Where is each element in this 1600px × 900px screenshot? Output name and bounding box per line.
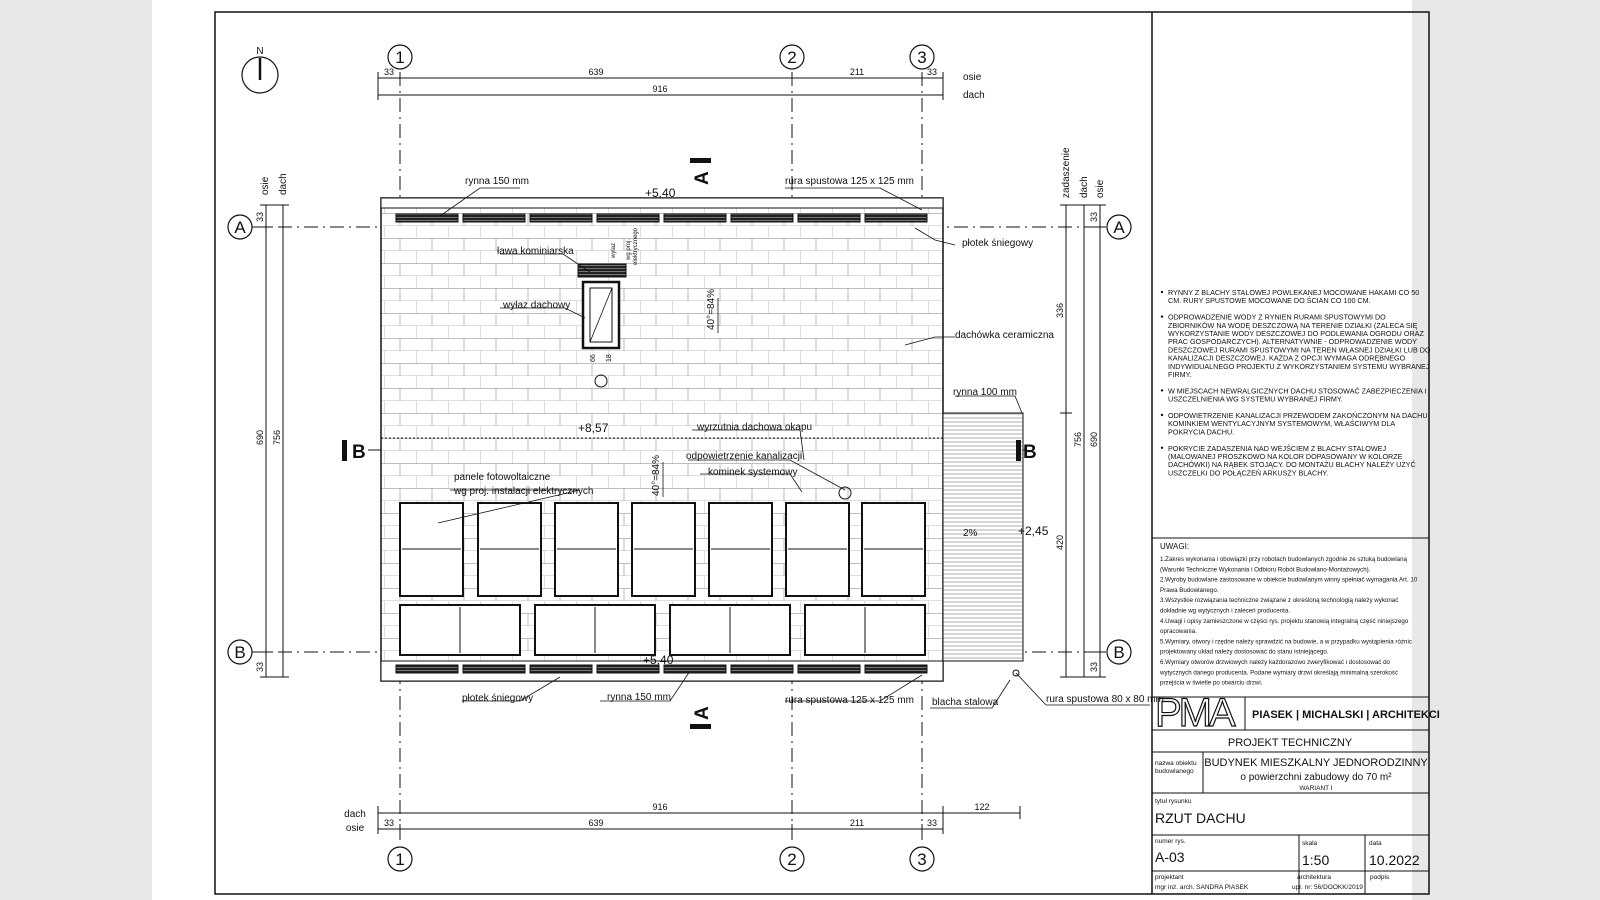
dim-right-dach: dach [1079, 176, 1090, 198]
scale-value: 1:50 [1302, 852, 1330, 868]
remark-line: przejścia w świetle po otwarciu drzwi. [1160, 679, 1263, 687]
label-slope-lower: 40°=84% [651, 455, 662, 496]
axis-label-3-top: 3 [917, 48, 927, 67]
pv-panel [786, 503, 849, 596]
dim-top-osie: osie [963, 72, 982, 83]
elevation-540-top: +5,40 [645, 186, 676, 200]
pv-panel [632, 503, 695, 596]
note-line: PRAC GOSPODARCZYCH). ALTERNATYWNIE - ODPROWADZENIE WODY [1168, 337, 1418, 347]
label-downpipe-bottom: rura spustowa 125 x 125 mm [785, 695, 914, 706]
north-arrow-icon [242, 46, 278, 93]
firm-name: PIASEK | MICHALSKI | ARCHITEKCI [1252, 709, 1440, 721]
dim-right-756: 756 [1073, 431, 1083, 447]
dim-bottom-dach: dach [344, 809, 366, 820]
dim-right-33b: 33 [1089, 661, 1099, 672]
note-line: INDYWIDUALNEGO PROJEKTU Z WYKORZYSTANIEM SYSTEMU WYBRANEJ [1168, 361, 1430, 371]
pv-panels-upper-row [400, 503, 925, 596]
dim-bottom-33a: 33 [383, 818, 395, 828]
label-snow-guard-bottom: płotek śniegowy [462, 693, 534, 704]
bullet-icon [1161, 291, 1163, 293]
dim-top-916: 916 [652, 84, 668, 94]
object-sub: o powierzchni zabudowy do 70 m² [1240, 772, 1392, 783]
label-hatch-note-1: wylaz [611, 242, 617, 258]
label-hatch-width-66: 66 [590, 354, 597, 362]
label-pv-panels: panele fotowoltaiczne [454, 472, 551, 483]
bullet-icon [1161, 447, 1163, 449]
axis-label-2-bottom: 2 [787, 850, 797, 869]
dim-right-33a: 33 [1089, 211, 1099, 222]
label-hatch-width-18: 18 [606, 354, 613, 362]
dim-right-osie: osie [1095, 179, 1106, 198]
snow-guard-segment [396, 214, 458, 222]
dim-left-33a: 33 [255, 211, 265, 222]
axis-label-a-right: A [1113, 218, 1125, 237]
date-label: data [1369, 840, 1382, 847]
label-downpipe-top: rura spustowa 125 x 125 mm [785, 176, 914, 187]
remark-line: (Warunki Techniczne Wykonania i Odbioru Robót Budowlano-Montażowych). [1160, 566, 1371, 574]
remark-line: opracowania. [1160, 628, 1197, 636]
label-hatch-note-3: elektrycznego [633, 227, 639, 265]
variant: WARIANT I [1299, 785, 1333, 792]
label-gutter-top: rynna 150 mm [465, 176, 529, 187]
drawing-title: RZUT DACHU [1155, 810, 1246, 826]
note-line: WYKORZYSTANIE WODY DESZCZOWEJ DO PODLEWANIA OGRODU ORAZ [1168, 329, 1424, 338]
label-pv-panels-ref: wg proj. instalacji elektrycznych [454, 486, 594, 497]
label-slope-upper: 40°=84% [706, 289, 717, 330]
snow-guard-segment [463, 665, 525, 673]
note-line: ODPROWADZENIE WODY Z RYNIEN RURAMI SPUSTOWYMI DO [1168, 312, 1386, 322]
dim-bottom-osie: osie [345, 823, 365, 834]
pv-panel-pair [670, 605, 790, 655]
pv-panel [862, 503, 925, 596]
dim-bottom-33b: 33 [926, 818, 938, 828]
snow-guard-segment [731, 665, 793, 673]
axis-label-3-bottom: 3 [917, 850, 927, 869]
chimney-bench [578, 264, 626, 277]
snow-guard-segment [530, 214, 592, 222]
note-line: POKRYCIA DACHU. [1168, 427, 1235, 437]
dimensions-right [1060, 205, 1106, 677]
remark-line: dokładnie wg wytycznych i zaleceń producenta. [1160, 607, 1291, 615]
axis-label-2-top: 2 [787, 48, 797, 67]
label-ceramic-tiles: dachówka ceramiczna [955, 330, 1054, 341]
roof-plan-drawing [152, 0, 1440, 900]
note-line: W MIEJSCACH NEWRALGICZNYCH DACHU STOSOWAĆ ZABEZPIECZENIA I [1168, 386, 1427, 396]
dim-left-dach: dach [278, 173, 289, 195]
dim-left-756: 756 [272, 429, 282, 445]
label-gutter-bottom: rynna 150 mm [607, 692, 671, 703]
remark-line: Prawa Budowlanego. [1160, 586, 1219, 594]
remark-line: 4.Uwagi i opisy zamieszczone w części rys. projektu stanowią integralną część niniejszego [1160, 617, 1409, 625]
axis-label-a-left: A [234, 218, 246, 237]
dim-top-639: 639 [588, 67, 604, 77]
remark-line: projektowany układ należy dostosować do stanu istniejącego. [1160, 648, 1329, 656]
label-snow-guard-right: płotek śniegowy [962, 238, 1034, 249]
axis-label-1-bottom: 1 [395, 850, 405, 869]
label-vent-cap: kominek systemowy [708, 467, 798, 478]
pv-panel [478, 503, 541, 596]
entrance-canopy [943, 413, 1023, 661]
pv-panel-pair [535, 605, 655, 655]
dim-bottom-211: 211 [849, 818, 865, 828]
pv-panel-pair [805, 605, 925, 655]
remark-line: 6.Wymiary otworów drzwiowych należy każdorazowo zweryfikować i dostosować do [1160, 659, 1390, 666]
object-name: BUDYNEK MIESZKALNY JEDNORODZINNY [1204, 757, 1428, 769]
project-type: PROJEKT TECHNICZNY [1227, 737, 1353, 749]
notes-panel [1152, 288, 1431, 538]
dim-right-336: 336 [1055, 302, 1065, 318]
bullet-icon [1161, 389, 1163, 391]
bullet-icon [1161, 414, 1163, 416]
label-hatch-note-2: wg proj. [626, 238, 632, 260]
firm-logo: PMA [1155, 691, 1233, 735]
note-line: USZCZELKI DO POŁĄCZEŃ ARKUSZY BLACHY. [1168, 468, 1329, 478]
pv-panel [555, 503, 618, 596]
snow-guard-segment [463, 214, 525, 222]
object-label-2: budowlanego [1155, 768, 1194, 775]
dim-left-33b: 33 [255, 661, 265, 672]
label-downpipe-80: rura spustowa 80 x 80 mm [1046, 694, 1164, 705]
remark-line: wytycznych danego producenta. Podane wymiary drzwi określają minimalną szerokość [1160, 669, 1398, 677]
axis-label-b-right: B [1113, 643, 1125, 662]
label-roof-hatch: wyłaz dachowy [503, 300, 571, 311]
label-chimney-bench: ława kominiarska [497, 246, 574, 257]
note-line: KOMINKIEM WENTYLACYJNYM SYSTEMOWYM, WŁAŚCIWYM DLA [1168, 419, 1396, 429]
snow-guard-segment [865, 665, 927, 673]
label-eave-vent: wyrzutnia dachowa okapu [697, 422, 813, 433]
snow-guard-segment [396, 665, 458, 673]
note-line: USZCZELNIENIA WG SYSTEMU WYBRANEJ FIRMY. [1168, 394, 1343, 404]
label-steel-sheet: blacha stalowa [932, 697, 999, 708]
dim-bottom-639: 639 [588, 818, 604, 828]
section-a-bottom: A [692, 706, 713, 720]
remark-line: 5.Wymiary, otwory i rzędne należy sprawdzić na budowie, a w przypadku wystąpienia różnic [1160, 638, 1412, 646]
drawing-number-label: numer rys. [1155, 838, 1186, 845]
dim-right-420: 420 [1055, 534, 1065, 550]
drawing-number: A-03 [1155, 849, 1185, 865]
snow-guard-segment [865, 214, 927, 222]
section-a-top: A [692, 171, 713, 185]
designer-label: projektant [1155, 874, 1184, 881]
axis-label-1-top: 1 [395, 48, 405, 67]
dimensions-bottom [378, 806, 1020, 834]
note-line: DESZCZOWEJ RURAMI SPUSTOWYMI NA TEREN WŁASNEJ DZIAŁKI LUB DO [1168, 345, 1431, 355]
label-canopy-slope: 2% [963, 528, 978, 539]
architect-permit: upr. nr: 56/DOOKK/2019 [1292, 884, 1363, 891]
snow-guard-segment [664, 214, 726, 222]
note-line: (MALOWANEJ PROSZKOWO NA KOLOR DOPASOWANY W KOLORZE [1168, 452, 1403, 461]
dim-right-690: 690 [1089, 431, 1099, 447]
elevation-857: +8,57 [578, 421, 609, 435]
dim-bottom-122: 122 [974, 802, 990, 812]
dim-left-690: 690 [255, 429, 265, 445]
pv-panel [709, 503, 772, 596]
snow-guard-segment [798, 214, 860, 222]
axis-label-b-left: B [234, 643, 246, 662]
note-line: ZBIORNIKÓW NA WODĘ DESZCZOWĄ NA TERENIE DZIAŁKI (ZALECA SIĘ [1168, 320, 1418, 330]
object-label-1: nazwa obiektu [1155, 760, 1197, 767]
remark-line: 1.Zakres wykonania i obowiązki przy robotach budowlanych zgodnie ze sztuką budowlaną [1160, 556, 1407, 563]
label-sewage-vent: odpowietrzenie kanalizacji [686, 451, 803, 462]
elevation-245: +2,45 [1018, 524, 1049, 538]
dim-bottom-916: 916 [652, 802, 668, 812]
note-line: POKRYCIE ZADASZENIA NAD WEJŚCIEM Z BLACHY STALOWEJ [1168, 443, 1387, 453]
remarks-panel [1152, 542, 1429, 697]
section-b-left: B [352, 442, 366, 463]
pv-panel [400, 503, 463, 596]
signature-label: podpis [1370, 874, 1390, 881]
bullet-icon [1161, 315, 1163, 317]
remarks-title: UWAGI: [1160, 542, 1190, 551]
snow-guard-segment [597, 214, 659, 222]
remark-line: 2.Wyroby budowlane zastosowane w obiekcie budowlanym winny spełniać wymagania Art. 10 [1160, 576, 1418, 584]
note-line: ODPOWIETRZENIE KANALIZACJI PRZEWODEM ZAKOŃCZONYM NA DACHU [1168, 411, 1428, 420]
note-line: KANALIZACJI DESZCZOWEJ. KAŻDA Z OPCJI WYMAGA ODRĘBNEGO [1168, 353, 1406, 363]
drawing-title-label: tytuł rysunku [1155, 798, 1192, 805]
dim-top-33b: 33 [926, 67, 938, 77]
dim-left-osie: osie [260, 176, 271, 195]
dim-top-211: 211 [849, 67, 865, 77]
note-line: FIRMY. [1168, 370, 1192, 379]
snow-guard-segment [798, 665, 860, 673]
dim-top-33a: 33 [383, 67, 395, 77]
elevation-540-bottom: +5,40 [643, 653, 674, 667]
section-b-right: B [1023, 442, 1037, 463]
snow-guard-segment [731, 214, 793, 222]
remark-line: 3.Wszystkie rozwiązania techniczne związane z określoną technologią należy wykonać [1160, 597, 1399, 605]
note-line: CM. RURY SPUSTOWE MOCOWANE DO ŚCIAN CO 100 CM. [1168, 296, 1371, 306]
snow-guard-segment [530, 665, 592, 673]
note-line: RYNNY Z BLACHY STALOWEJ POWLEKANEJ MOCOWANE HAKAMI CO 50 [1168, 288, 1420, 297]
dim-top-dach: dach [963, 90, 985, 101]
architect-label: architektura [1297, 874, 1331, 881]
north-label: N [256, 46, 264, 57]
date-value: 10.2022 [1369, 852, 1420, 868]
scale-label: skala [1302, 840, 1318, 847]
pv-panel-pair [400, 605, 520, 655]
designer-name: mgr inż. arch. SANDRA PIASEK [1155, 884, 1249, 891]
note-line: DACHÓWKI) NA RĄBEK STOJĄCY. DO MONTAŻU BLACHY NALEŻY UŻYĆ [1168, 460, 1416, 470]
label-gutter-100: rynna 100 mm [953, 387, 1017, 398]
drawing-sheet [152, 0, 1440, 900]
dim-right-zadaszenie: zadaszenie [1061, 147, 1072, 198]
